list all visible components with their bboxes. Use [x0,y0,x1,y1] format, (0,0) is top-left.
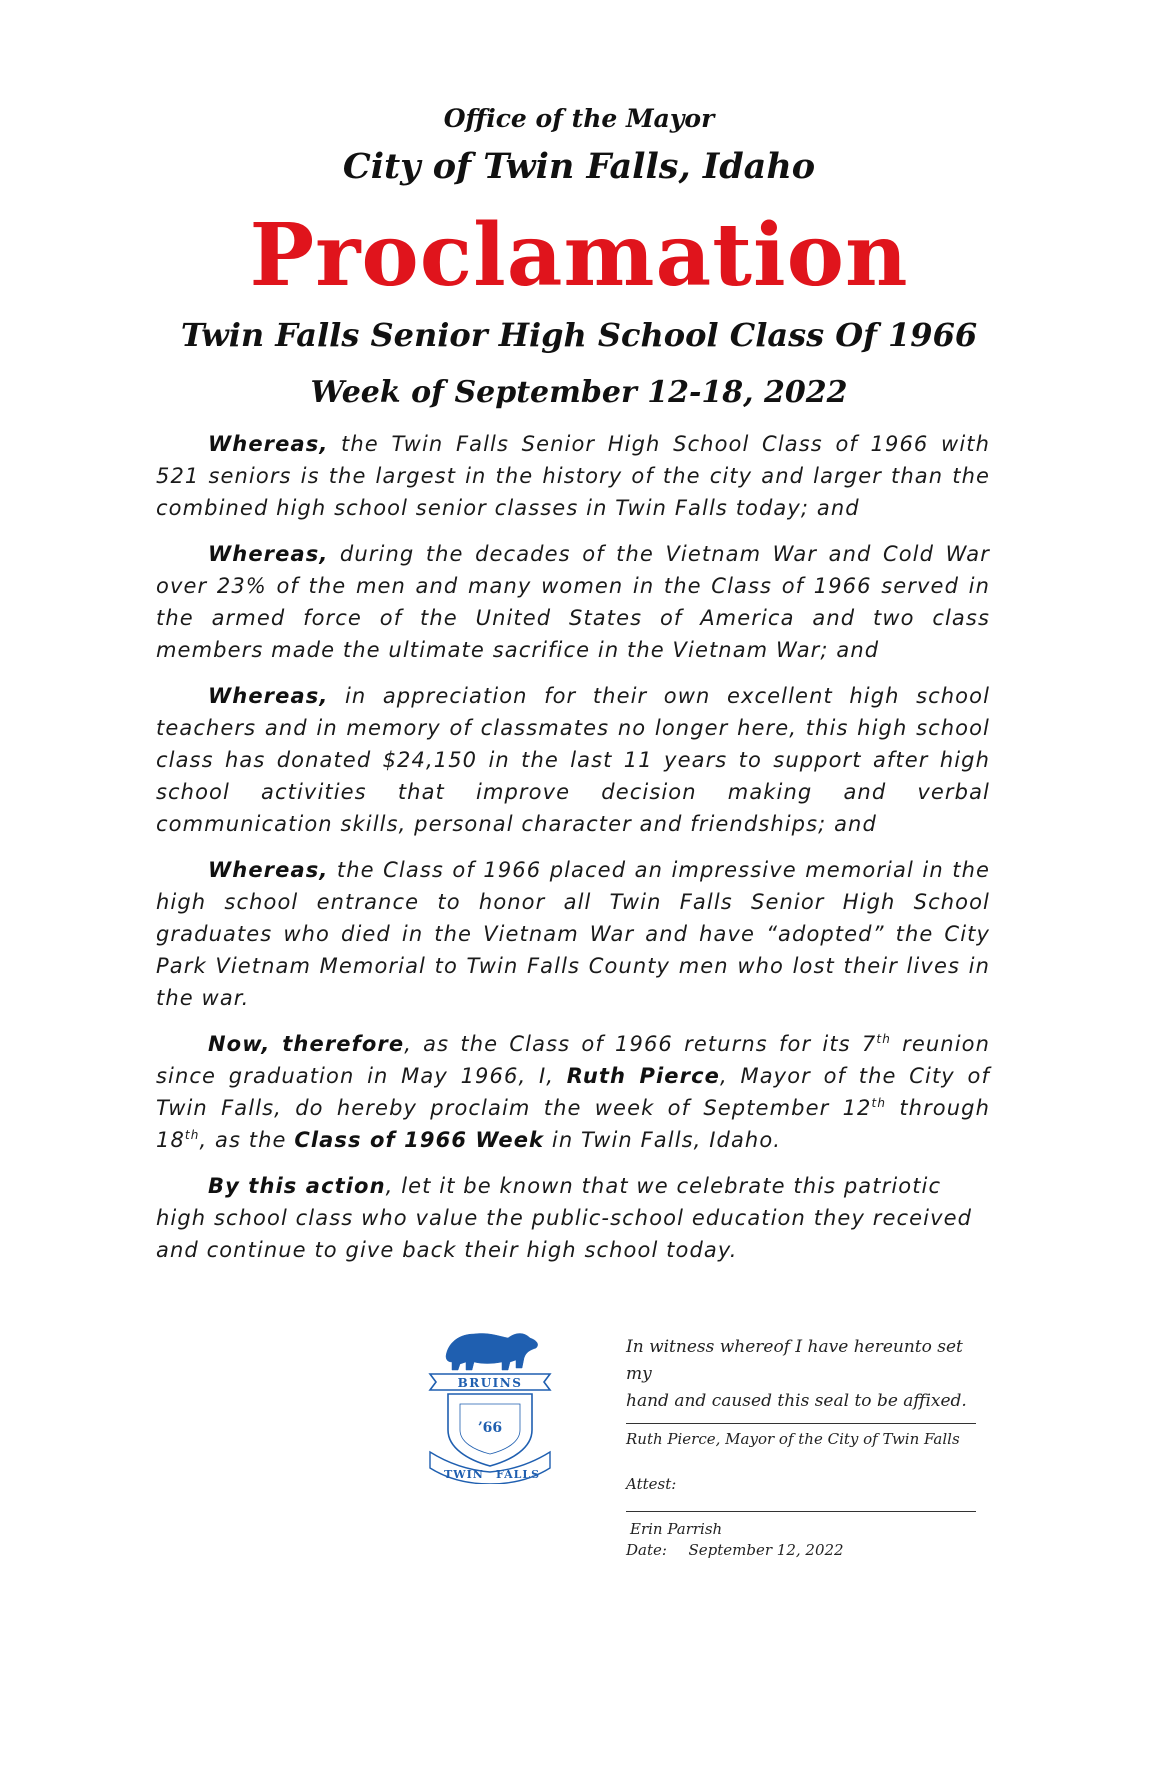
proclamation-body [156,428,990,1280]
ordinal-suffix: th [184,1128,200,1142]
now-therefore-text: through 18 [156,1096,990,1152]
now-therefore-paragraph [156,1028,990,1156]
bruins-banner [430,1374,550,1390]
class-subtitle: Twin Falls Senior High School Class Of 1966 [180,316,978,354]
whereas-text: in appreciation for their own excellent high school teachers and in memory of classmates no longer here, this high school class has donated $24,150 in the last 11 years to support after high school activities that improve decision making and verbal communication skills, personal character and friendships; and [156,684,990,836]
bear-icon [446,1333,538,1370]
whereas-lead: Whereas, [208,684,329,708]
whereas-paragraph-1 [156,428,990,524]
witness-statement [626,1334,986,1415]
whereas-text: during the decades of the Vietnam War and Cold War over 23% of the men and many women in the Class of 1966 served in the armed force of the United States of America and two class members made the ultimate sacrifice in the Vietnam War; and [156,542,990,662]
clerk-name: Erin Parrish [630,1520,723,1538]
mayor-name-bold: Ruth Pierce [566,1064,720,1088]
signature-date [626,1541,844,1559]
attest-signature-line [626,1511,976,1512]
office-heading: Office of the Mayor [443,104,715,133]
attest-label: Attest: [626,1475,677,1493]
proclamation-title: Proclamation [249,205,909,306]
whereas-text: the Twin Falls Senior High School Class of 1966 with 521 seniors is the largest in the history of the city and larger than the combined high school senior classes in Twin Falls today; and [156,432,990,520]
now-therefore-lead: Now, therefore [208,1032,405,1056]
date-label: Date: [626,1541,667,1559]
seal-year-text: ’66 [477,1420,503,1436]
closing-paragraph [156,1170,990,1266]
ordinal-suffix: th [876,1032,891,1046]
witness-line-1: In witness whereof I have hereunto set my [626,1337,963,1384]
seal-ribbon-left: TWIN [444,1468,484,1481]
now-therefore-text: reunion since graduation in May 1966, I, [156,1032,990,1088]
closing-lead: By this action [208,1174,386,1198]
now-therefore-text: , as the [199,1128,295,1152]
whereas-lead: Whereas, [208,542,329,566]
seal-ribbon-right: FALLS [495,1468,541,1481]
now-therefore-text: , as the Class of 1966 returns for its 7 [404,1032,877,1056]
whereas-lead: Whereas, [208,858,329,882]
whereas-paragraph-3 [156,680,990,840]
seal-banner-text: BRUINS [457,1376,523,1390]
witness-line-2: hand and caused this seal to be affixed. [626,1391,967,1411]
class-week-bold: Class of 1966 Week [294,1128,545,1152]
now-therefore-text: in Twin Falls, Idaho. [544,1128,782,1152]
whereas-paragraph-2 [156,538,990,666]
whereas-text: the Class of 1966 placed an impressive memorial in the high school entrance to honor all Twin Falls Senior High School graduates who died in the Vietnam War and have “adopted” the City Park Vietnam Memorial to Twin Falls County men who lost their lives in the war. [156,858,990,1010]
mayor-signature-line [626,1423,976,1424]
city-heading: City of Twin Falls, Idaho [342,146,816,187]
now-therefore-text: , Mayor of the City of Twin Falls, do hereby proclaim the week of September 12 [156,1064,990,1120]
whereas-lead: Whereas, [208,432,329,456]
week-dates: Week of September 12-18, 2022 [310,375,848,410]
mayor-signature-label: Ruth Pierce, Mayor of the City of Twin Falls [626,1430,960,1448]
bruins-seal-logo [426,1312,554,1484]
closing-text: , let it be known that we celebrate this patriotic high school class who value the public-school education they received and continue to give back their high school today. [156,1174,973,1262]
ordinal-suffix: th [871,1096,887,1110]
whereas-paragraph-4 [156,854,990,1014]
date-value: September 12, 2022 [688,1541,844,1559]
